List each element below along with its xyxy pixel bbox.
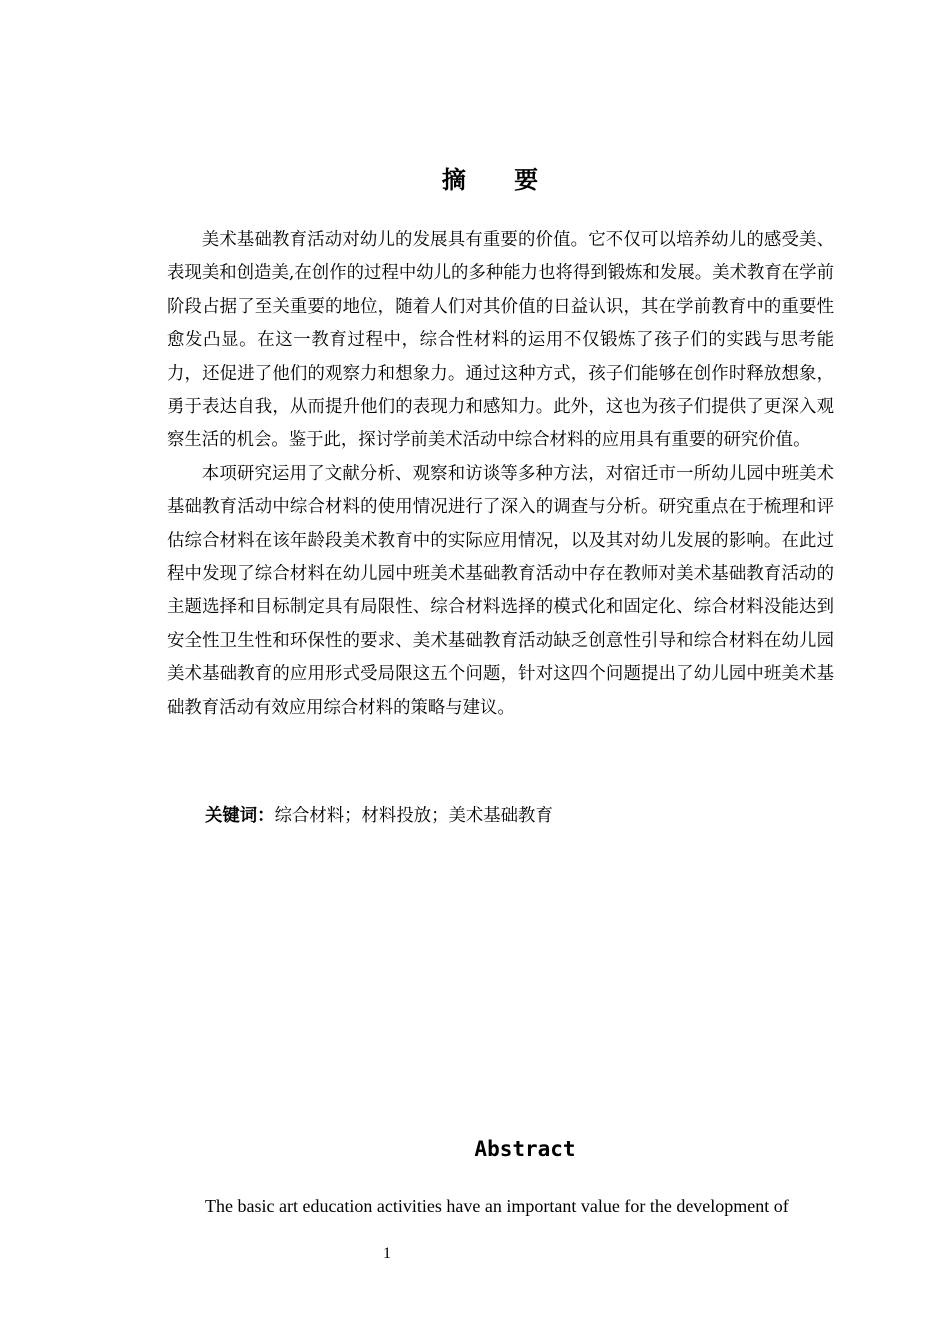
page-number: 1 (383, 1245, 391, 1262)
chinese-abstract-body (167, 224, 834, 725)
abstract-paragraph-1: 美术基础教育活动对幼儿的发展具有重要的价值。它不仅可以培养幼儿的感受美、表现美和创造美,在创作的过程中幼儿的多种能力也将得到锻炼和发展。美术教育在学前阶段占据了至关重要的地位，随着人们对其价值的日益认识，其在学前教育中的重要性愈发凸显。在这一教育过程中，综合性材料的运用不仅锻炼了孩子们的实践与思考能力，还促进了他们的观察力和想象力。通过这种方式，孩子们能够在创作时释放想象，勇于表达自我，从而提升他们的表现力和感知力。此外，这也为孩子们提供了更深入观察生活的机会。鉴于此，探讨学前美术活动中综合材料的应用具有重要的研究价值。 (167, 230, 834, 451)
keywords-label: 关键词： (205, 806, 275, 826)
english-abstract-first-line: The basic art education activities have an important value for the development of (205, 1196, 789, 1216)
keywords-line (205, 801, 553, 831)
chinese-abstract-title: 摘 要 (441, 166, 559, 194)
abstract-paragraph-2: 本项研究运用了文献分析、观察和访谈等多种方法，对宿迁市一所幼儿园中班美术基础教育活动中综合材料的使用情况进行了深入的调查与分析。研究重点在于梳理和评估综合材料在该年龄段美术教育中的实际应用情况，以及其对幼儿发展的影响。在此过程中发现了综合材料在幼儿园中班美术基础教育活动中存在教师对美术基础教育活动的主题选择和目标制定具有局限性、综合材料选择的模式化和固定化、综合材料没能达到安全性卫生性和环保性的要求、美术基础教育活动缺乏创意性引导和综合材料在幼儿园美术基础教育的应用形式受局限这五个问题，针对这四个问题提出了幼儿园中班美术基础教育活动有效应用综合材料的策略与建议。 (167, 463, 834, 718)
keywords-text: 综合材料；材料投放；美术基础教育 (274, 806, 553, 826)
english-abstract-title: Abstract (474, 1137, 576, 1161)
